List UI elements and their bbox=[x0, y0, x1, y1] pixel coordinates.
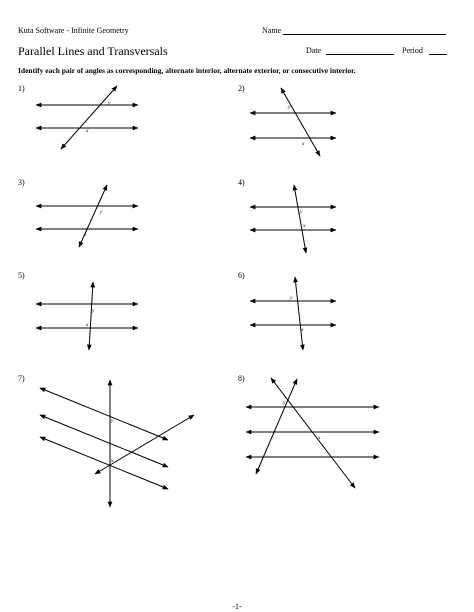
problem-number: 1) bbox=[18, 84, 25, 93]
problem-number: 6) bbox=[238, 271, 245, 280]
period-label: Period bbox=[402, 46, 423, 55]
angle-label: x bbox=[318, 435, 321, 441]
figure-3 bbox=[36, 185, 138, 247]
angle-label: y bbox=[111, 418, 114, 424]
transversal bbox=[271, 378, 355, 488]
angle-label: x bbox=[84, 232, 87, 238]
angle-label: y bbox=[283, 400, 286, 406]
angle-label: x bbox=[86, 322, 89, 328]
figure-7 bbox=[40, 380, 194, 507]
transversal bbox=[281, 88, 320, 156]
problem-number: 4) bbox=[238, 178, 245, 187]
figure-2 bbox=[250, 88, 336, 156]
page-footer: -1- bbox=[232, 602, 242, 611]
figure-1 bbox=[36, 86, 138, 149]
angle-label: x bbox=[86, 128, 89, 134]
angle-label: y bbox=[290, 295, 293, 301]
name-label: Name bbox=[262, 26, 282, 35]
transversal bbox=[89, 282, 93, 350]
angle-label: y bbox=[100, 209, 103, 215]
software-name: Kuta Software - Infinite Geometry bbox=[18, 26, 129, 35]
parallel-line bbox=[40, 388, 168, 440]
parallel-line bbox=[40, 437, 168, 489]
date-label: Date bbox=[306, 46, 322, 55]
transversal bbox=[294, 185, 306, 253]
problem-number: 2) bbox=[238, 84, 245, 93]
angle-label: y bbox=[92, 308, 95, 314]
worksheet-title: Parallel Lines and Transversals bbox=[18, 44, 168, 58]
figure-6 bbox=[250, 277, 336, 350]
angle-label: x bbox=[303, 223, 306, 229]
problem-number: 8) bbox=[238, 374, 245, 383]
transversal bbox=[61, 86, 117, 149]
angle-label: x bbox=[302, 141, 305, 147]
instructions: Identify each pair of angles as corresponding, alternate interior, alternate exterior, or consecutive interior. bbox=[18, 66, 356, 75]
angle-label: x bbox=[111, 458, 114, 464]
problem-number: 7) bbox=[18, 374, 25, 383]
angle-label: y bbox=[288, 104, 291, 110]
angle-label: x bbox=[301, 327, 304, 333]
figure-8 bbox=[246, 378, 379, 488]
parallel-line bbox=[40, 415, 168, 467]
figure-4 bbox=[250, 185, 336, 253]
figure-5 bbox=[36, 282, 138, 350]
transversal bbox=[256, 379, 297, 474]
problem-number: 3) bbox=[18, 178, 25, 187]
angle-label: y bbox=[108, 100, 111, 106]
angle-label: y bbox=[300, 209, 303, 215]
transversal bbox=[295, 277, 303, 350]
problem-number: 5) bbox=[18, 271, 25, 280]
